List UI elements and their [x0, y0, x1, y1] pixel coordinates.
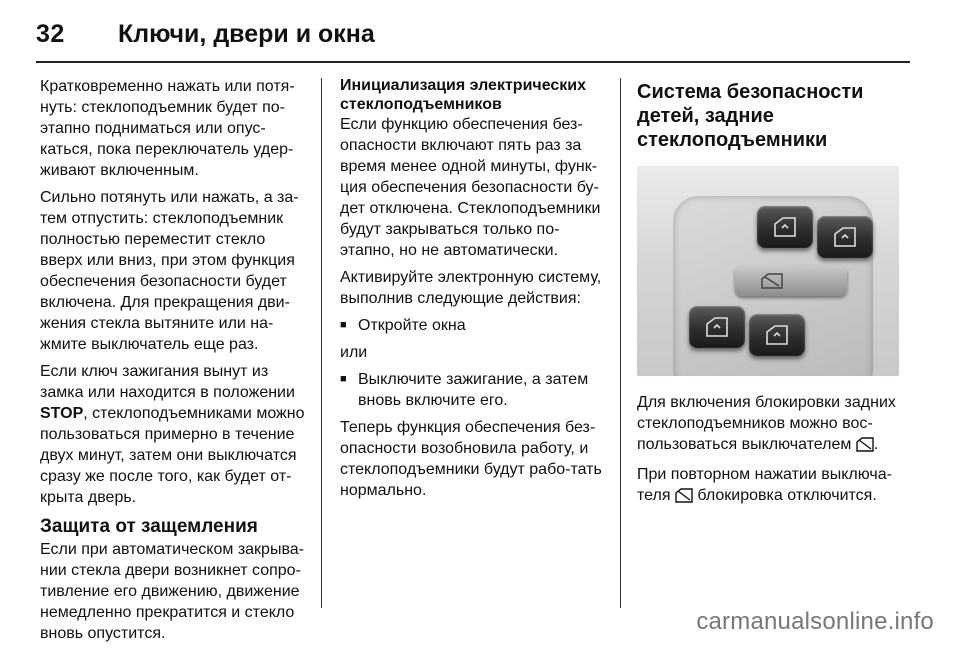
column-3 [637, 80, 907, 515]
text-span: блокировка отключится. [692, 487, 877, 504]
stop-position-label: STOP [40, 405, 84, 422]
list-item [340, 369, 612, 411]
page-title: Ключи, двери и окна [118, 20, 375, 48]
paragraph-activate: Активируйте электронную систему, выполнив следующие действия: [340, 269, 602, 307]
window-switch-icon [757, 206, 813, 248]
bullet-square-icon: ■ [340, 373, 347, 385]
list-item-text: Выключите зажигание, а затем вновь включите его. [358, 371, 589, 409]
text-span: Если ключ зажигания вынут из замка или находится в положении [40, 363, 295, 401]
text-span: . [873, 436, 879, 453]
heading-child-safety: Система безопасности детей, задние стеклоподъемники [637, 81, 864, 151]
heading-initialization: Инициализация электрических стеклоподъемников [340, 77, 587, 113]
column-divider-1 [321, 78, 322, 608]
text-span: , стеклоподъемниками можно пользоваться примерно в течение двух минут, затем они выключатся сразу же после того, как будет от-крыта дверь. [40, 405, 305, 506]
window-switch-icon [689, 306, 745, 348]
paragraph-strong-press: Сильно потянуть или нажать, а за-тем отпустить: стеклоподъемник полностью переместит стекло вверх или вниз, при этом функция обеспечения безопасности будет включена. Для прекращения дви-жения стекла вытяните или на-жмите выключатель еще раз. [40, 189, 299, 353]
header-rule [36, 61, 910, 63]
window-switch-icon [817, 216, 873, 258]
list-item [340, 315, 612, 336]
list-item-text: Откройте окна [358, 317, 466, 334]
child-lock-switch-icon [856, 437, 874, 458]
paragraph-anti-pinch: Если при автоматическом закрыва-нии стекла двери возникнет сопро-тивление его движению, движение немедленно прекратится и стекло вновь опустится. [40, 541, 304, 642]
bullet-square-icon: ■ [340, 319, 347, 331]
watermark: carmanualsonline.info [696, 608, 934, 635]
column-2 [340, 76, 612, 507]
text-span: Для включения блокировки задних стеклоподъемников можно вос-пользоваться выключателем [637, 394, 896, 453]
paragraph-lock-disable [637, 464, 907, 509]
child-lock-switch-icon [675, 488, 693, 509]
column-divider-2 [620, 78, 621, 608]
paragraph-short-press: Кратковременно нажать или потя-нуть: стеклоподъемник будет по-этапно подниматься или опус-каться, пока переключатель удер-живают включенным. [40, 78, 295, 179]
text-span: При повторном нажатии выключа-теля [637, 466, 892, 504]
window-switch-icon [749, 314, 805, 356]
paragraph-safety-disabled: Если функцию обеспечения без-опасности включают пять раз за время менее одной минуты, функ-ция обеспечения безопасности бу-дет отключена. Стеклоподъемники будут закрываться только по-этапно, но не автоматически. [340, 116, 601, 259]
child-lock-switch-icon [735, 266, 847, 296]
paragraph-restored: Теперь функция обеспечения без-опасности возобновила работу, и стеклоподъемники будут рабо-тать нормально. [340, 419, 602, 499]
column-1 [40, 76, 310, 650]
window-switch-panel-image [637, 166, 899, 376]
paragraph-lock-enable [637, 392, 907, 458]
page-header [0, 0, 960, 62]
page-number: 32 [36, 20, 65, 48]
paragraph-or: или [340, 344, 368, 361]
paragraph-ignition-off [40, 361, 310, 508]
heading-anti-pinch: Защита от защемления [40, 516, 258, 537]
